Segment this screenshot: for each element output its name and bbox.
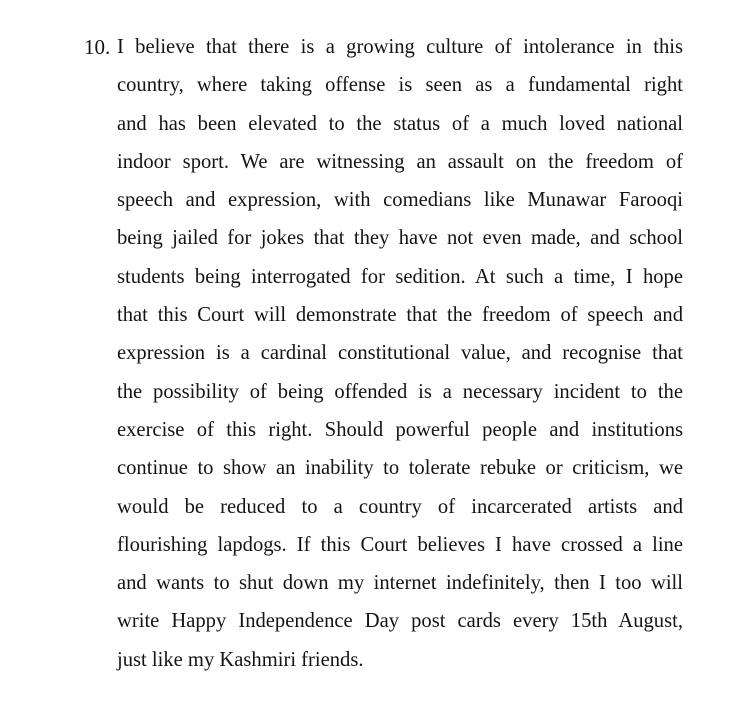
paragraph-line: and wants to shut down my internet indefinitely, then I too will — [117, 572, 683, 595]
paragraph-line: expression is a cardinal constitutional value, and recognise that — [117, 342, 683, 365]
paragraph-line: write Happy Independence Day post cards every 15th August, — [117, 610, 683, 633]
paragraph-line: that this Court will demonstrate that the freedom of speech and — [117, 304, 683, 327]
paragraph-line: indoor sport. We are witnessing an assault on the freedom of — [117, 150, 683, 173]
paragraph-line: students being interrogated for sedition. At such a time, I hope — [117, 265, 683, 288]
paragraph-line: I believe that there is a growing culture of intolerance in this — [117, 36, 683, 58]
paragraph-line: and has been elevated to the status of a much loved national — [117, 112, 683, 135]
paragraph-body — [117, 34, 683, 685]
paragraph-line: country, where taking offense is seen as a fundamental right — [117, 74, 683, 97]
paragraph-line: would be reduced to a country of incarcerated artists and — [117, 495, 683, 518]
paragraph-line: the possibility of being offended is a necessary incident to the — [117, 380, 683, 403]
paragraph-line: exercise of this right. Should powerful people and institutions — [117, 418, 683, 441]
paragraph-line: speech and expression, with comedians like Munawar Farooqi — [117, 189, 683, 212]
paragraph-line: being jailed for jokes that they have not even made, and school — [117, 227, 683, 250]
paragraph-line: continue to show an inability to tolerate rebuke or criticism, we — [117, 457, 683, 480]
paragraph-line: flourishing lapdogs. If this Court believes I have crossed a line — [117, 533, 683, 556]
paragraph-line-last: just like my Kashmiri friends. — [117, 648, 364, 671]
paragraph-number: 10. — [84, 35, 111, 59]
